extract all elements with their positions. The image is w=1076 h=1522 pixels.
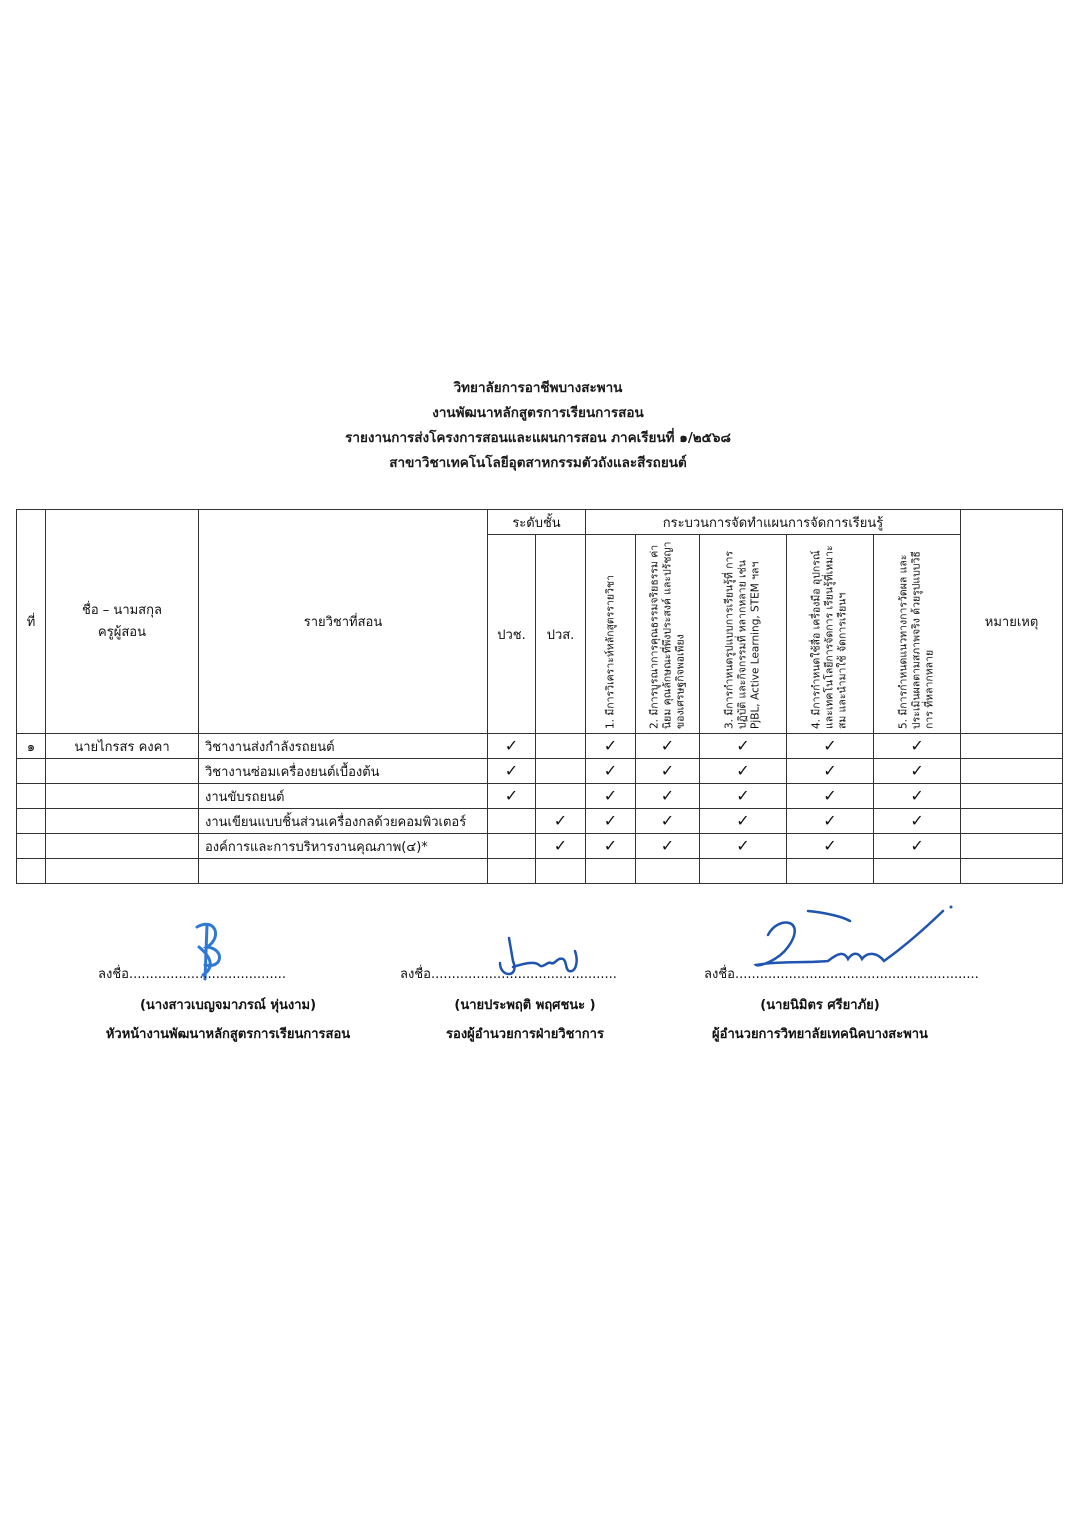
row-subject: งานขับรถยนต์ — [199, 784, 488, 809]
check-pvs: ✓ — [536, 809, 586, 834]
check-process-1: ✓ — [586, 809, 636, 834]
signature-line: ลงชื่อ............................................. — [400, 967, 617, 982]
row-teacher-name — [46, 809, 199, 834]
check-process-4: ✓ — [787, 784, 874, 809]
row-teacher-name: นายไกรสร คงคา — [46, 734, 199, 759]
check-process-3: ✓ — [700, 759, 787, 784]
check-process-3: ✓ — [700, 834, 787, 859]
check-pvs: ✓ — [536, 834, 586, 859]
check-process-2: ✓ — [636, 734, 700, 759]
check-pvs — [536, 784, 586, 809]
check-pvc — [488, 834, 536, 859]
check-pvc: ✓ — [488, 759, 536, 784]
table-row — [17, 734, 1063, 759]
signature-line: ลงชื่อ...................................... — [98, 967, 286, 982]
signer-name: (นายประพฤติ พฤศชนะ ) — [454, 998, 596, 1013]
header-process: กระบวนการจัดทำแผนการจัดการเรียนรู้ — [586, 510, 961, 535]
check-process-2: ✓ — [636, 834, 700, 859]
signer-name: (นางสาวเบญจมาภรณ์ หุ่นงาม) — [139, 998, 317, 1013]
row-subject: วิชางานซ่อมเครื่องยนต์เบื้องต้น — [199, 759, 488, 784]
check-pvc: ✓ — [488, 734, 536, 759]
header-process-5 — [874, 535, 961, 734]
check-process-3: ✓ — [700, 809, 787, 834]
check-process-1: ✓ — [586, 784, 636, 809]
row-no — [17, 834, 46, 859]
check-process-1: ✓ — [586, 734, 636, 759]
table-row-empty — [17, 859, 1063, 884]
row-teacher-name — [46, 784, 199, 809]
check-pvc: ✓ — [488, 784, 536, 809]
row-no: ๑ — [17, 734, 46, 759]
signer-name: (นายนิมิตร ศรียาภัย) — [760, 998, 880, 1013]
check-process-4: ✓ — [787, 759, 874, 784]
table-row — [17, 784, 1063, 809]
signer-role: รองผู้อำนวยการฝ่ายวิชาการ — [446, 1027, 604, 1042]
check-pvs — [536, 734, 586, 759]
check-process-5: ✓ — [874, 784, 961, 809]
check-process-2: ✓ — [636, 784, 700, 809]
row-no — [17, 784, 46, 809]
check-process-2: ✓ — [636, 809, 700, 834]
check-process-3: ✓ — [700, 784, 787, 809]
table-row — [17, 834, 1063, 859]
process-2-text: 2. มีการบูรณาการคุณธรรมจริยธรรม ค่านิยม คุณลักษณะที่พึงประสงค์ และปรัชญาของเศรษฐกิจพอเพียง — [648, 541, 686, 729]
check-process-4: ✓ — [787, 809, 874, 834]
check-process-4: ✓ — [787, 834, 874, 859]
table-row — [17, 759, 1063, 784]
signer-role: หัวหน้างานพัฒนาหลักสูตรการเรียนการสอน — [105, 1027, 351, 1042]
header-process-2 — [636, 535, 700, 734]
check-process-5: ✓ — [874, 734, 961, 759]
row-teacher-name — [46, 834, 199, 859]
row-remark — [961, 759, 1063, 784]
report-table — [16, 509, 1063, 884]
row-no — [17, 809, 46, 834]
signature-block-3 — [690, 963, 979, 1044]
signature-section — [0, 905, 1076, 1045]
department-name: งานพัฒนาหลักสูตรการเรียนการสอน — [432, 405, 644, 421]
process-1-text: 1. มีการวิเคราะห์หลักสูตรรายวิชา — [604, 575, 616, 729]
row-teacher-name — [46, 759, 199, 784]
check-process-3: ✓ — [700, 734, 787, 759]
check-process-5: ✓ — [874, 759, 961, 784]
check-process-2: ✓ — [636, 759, 700, 784]
check-pvs — [536, 759, 586, 784]
signer-role: ผู้อำนวยการวิทยาลัยเทคนิคบางสะพาน — [712, 1027, 928, 1042]
check-pvc — [488, 809, 536, 834]
header-process-4 — [787, 535, 874, 734]
signature-line: ลงชื่อ........................................................... — [704, 967, 979, 982]
table-row — [17, 809, 1063, 834]
header-level-pvc: ปวช. — [488, 535, 536, 734]
signature-block-1 — [98, 963, 358, 1044]
header-remark: หมายเหตุ — [961, 510, 1063, 734]
header-level: ระดับชั้น — [488, 510, 586, 535]
row-no — [17, 759, 46, 784]
check-process-4: ✓ — [787, 734, 874, 759]
process-5-text: 5. มีการกำหนดแนวทางการวัดผล และประเมินผลตามสภาพจริง ด้วยรูปแบบวิธีการ ที่หลากหลาย — [897, 551, 936, 729]
check-process-5: ✓ — [874, 809, 961, 834]
report-title: รายงานการส่งโครงการสอนและแผนการสอน ภาคเรียนที่ ๑/๒๕๖๘ — [345, 430, 731, 446]
row-remark — [961, 809, 1063, 834]
process-3-text: 3. มีการกำหนดรูปแบบการเรียนรู้ที่ การปฏิบัติ และกิจกรรมที่ หลากหลาย เช่น PjBL, Active Learning, STEM ฯลฯ — [723, 551, 762, 729]
check-process-5: ✓ — [874, 834, 961, 859]
table-body — [17, 734, 1063, 884]
document-header — [0, 376, 1076, 476]
header-subject: รายวิชาที่สอน — [199, 510, 488, 734]
row-subject: องค์การและการบริหารงานคุณภาพ(๔)* — [199, 834, 488, 859]
row-subject: งานเขียนแบบชิ้นส่วนเครื่องกลด้วยคอมพิวเตอร์ — [199, 809, 488, 834]
check-process-1: ✓ — [586, 759, 636, 784]
row-subject: วิชางานส่งกำลังรถยนต์ — [199, 734, 488, 759]
college-name: วิทยาลัยการอาชีพบางสะพาน — [453, 380, 623, 396]
header-teacher-name: ชื่อ – นามสกุล ครูผู้สอน — [46, 510, 199, 734]
row-remark — [961, 834, 1063, 859]
check-process-1: ✓ — [586, 834, 636, 859]
header-level-pvs: ปวส. — [536, 535, 586, 734]
header-process-1 — [586, 535, 636, 734]
row-remark — [961, 734, 1063, 759]
row-remark — [961, 784, 1063, 809]
header-process-3 — [700, 535, 787, 734]
program-name: สาขาวิชาเทคโนโลยีอุตสาหกรรมตัวถังและสีรถยนต์ — [389, 455, 687, 471]
signature-block-2 — [400, 963, 650, 1044]
process-4-text: 4. มีการกำหนดใช้สื่อ เครื่องมือ อุปกรณ์ และเทคโนโลยีการจัดการ เรียนรู้ที่เหมาะสม และนำมาใช้ จัดการเรียนฯ — [810, 545, 849, 729]
header-no: ที่ — [17, 510, 46, 734]
